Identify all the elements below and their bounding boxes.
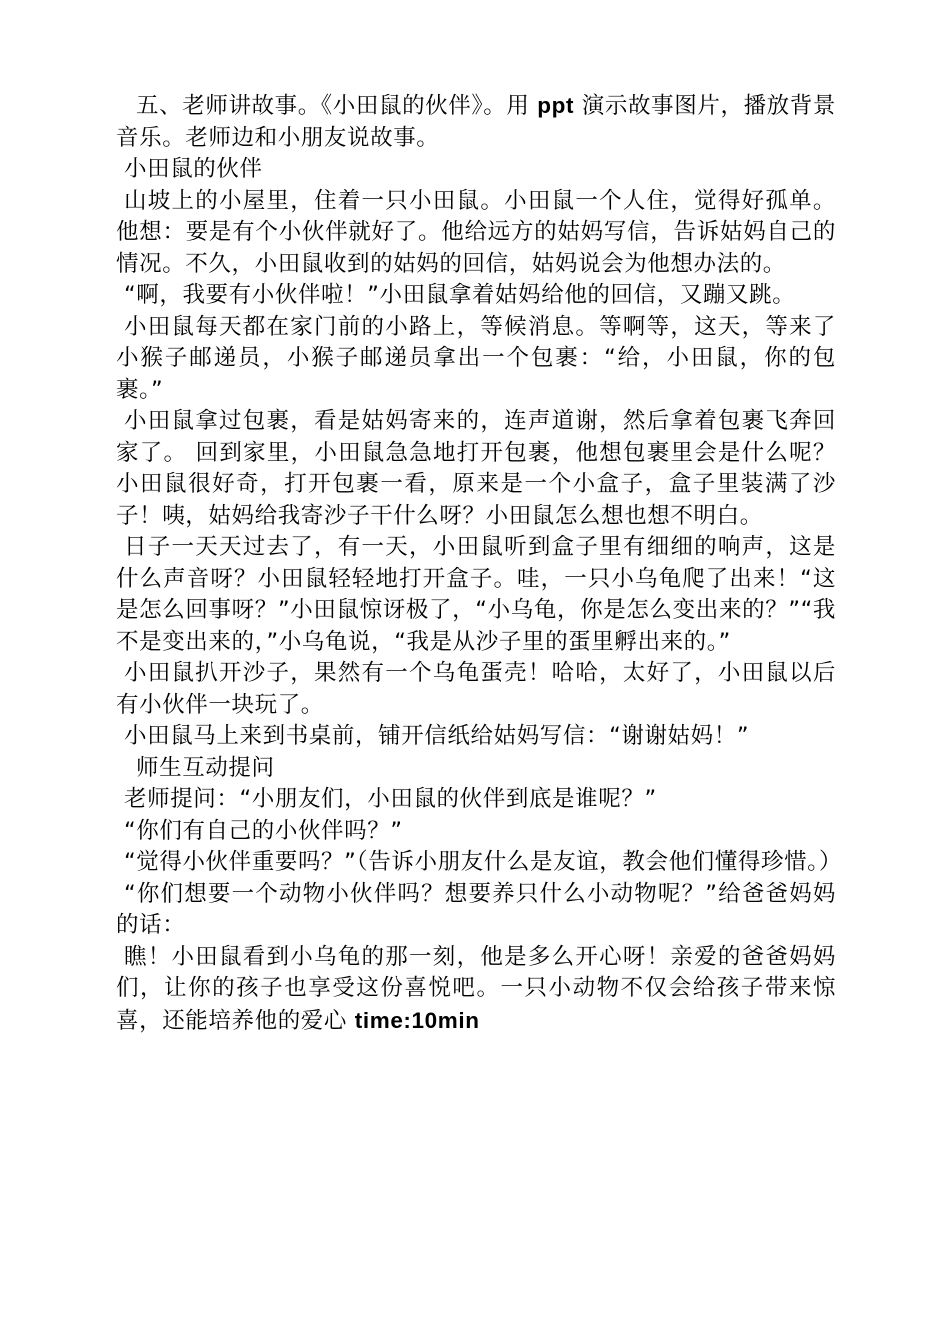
paragraph-8 (116, 658, 836, 721)
document-page (116, 90, 843, 1037)
paragraph-text: “啊，我要有小伙伴啦！”小田鼠拿着姑妈给他的回信，又蹦又跳。 (124, 282, 796, 308)
paragraph-2 (116, 154, 836, 186)
paragraph-text: 瞧！小田鼠看到小乌龟的那一刻，他是多么开心呀！亲爱的爸爸妈妈们，让你的孩子也享受这份喜悦吧。一只小动物不仅会给孩子带来惊喜，还能培养他的爱心 (116, 943, 836, 1034)
paragraph-text: 小田鼠马上来到书桌前，铺开信纸给姑妈写信：“谢谢姑妈！” (124, 723, 750, 749)
paragraph-text: 小田鼠的伙伴 (124, 156, 263, 182)
paragraph-15 (116, 942, 836, 1038)
paragraph-10 (116, 753, 836, 785)
paragraph-text: “你们有自己的小伙伴吗？” (124, 817, 403, 844)
latin-text: time:10min (354, 1007, 480, 1033)
latin-text: ppt (537, 93, 575, 118)
paragraph-3 (116, 186, 836, 281)
paragraph-11 (116, 784, 836, 816)
paragraph-1 (116, 90, 836, 154)
paragraph-text: 师生互动提问 (136, 754, 275, 781)
paragraph-text: 小田鼠拿过包裹，看是姑妈寄来的，连声道谢，然后拿着包裹飞奔回家了。 回到家里，小田鼠急急地打开包裹，他想包裹里会是什么呢？小田鼠很好奇，打开包裹一看，原来是一个小盒子，盒子里装满了沙子！咦，姑妈给我寄沙子干什么呀？小田鼠怎么想也想不明白。 (116, 408, 836, 529)
paragraph-text: 日子一天天过去了，有一天，小田鼠听到盒子里有细细的响声，这是什么声音呀？小田鼠轻轻地打开盒子。哇，一只小乌龟爬了出来！“这是怎么回事呀？”小田鼠惊讶极了，“小乌龟，你是怎么变出来的？”“我不是变出来的，”小乌龟说，“我是从沙子里的蛋里孵出来的。” (116, 534, 836, 655)
paragraph-5 (116, 312, 836, 407)
paragraph-text: 演示故事图片，播放背景音乐。老师边和小朋友说故事。 (116, 93, 836, 151)
paragraph-text: 小田鼠每天都在家门前的小路上，等候消息。等啊等，这天，等来了小猴子邮递员，小猴子邮递员拿出一个包裹：“给，小田鼠，你的包裹。” (116, 313, 836, 403)
paragraph-text: 小田鼠扒开沙子，果然有一个乌龟蛋壳！哈哈，太好了，小田鼠以后有小伙伴一块玩了。 (116, 660, 836, 718)
paragraph-4 (116, 280, 836, 312)
paragraph-6 (116, 406, 836, 532)
paragraph-9 (116, 721, 836, 753)
paragraph-14 (116, 879, 836, 942)
paragraph-13 (116, 847, 843, 879)
paragraph-text: “你们想要一个动物小伙伴吗？想要养只什么小动物呢？”给爸爸妈妈的话： (116, 880, 836, 938)
paragraph-12 (116, 816, 836, 848)
paragraph-text: 山坡上的小屋里，住着一只小田鼠。小田鼠一个人住，觉得好孤单。他想：要是有个小伙伴就好了。他给远方的姑妈写信，告诉姑妈自己的情况。不久，小田鼠收到的姑妈的回信，姑妈说会为他想办法的。 (116, 187, 836, 277)
paragraph-text: 五、老师讲故事。《小田鼠的伙伴》。用 (136, 93, 538, 119)
paragraph-text: “觉得小伙伴重要吗？”（告诉小朋友什么是友谊，教会他们懂得珍惜。） (124, 849, 843, 875)
paragraph-7 (116, 532, 836, 658)
paragraph-text: 老师提问：“小朋友们，小田鼠的伙伴到底是谁呢？” (124, 786, 657, 812)
